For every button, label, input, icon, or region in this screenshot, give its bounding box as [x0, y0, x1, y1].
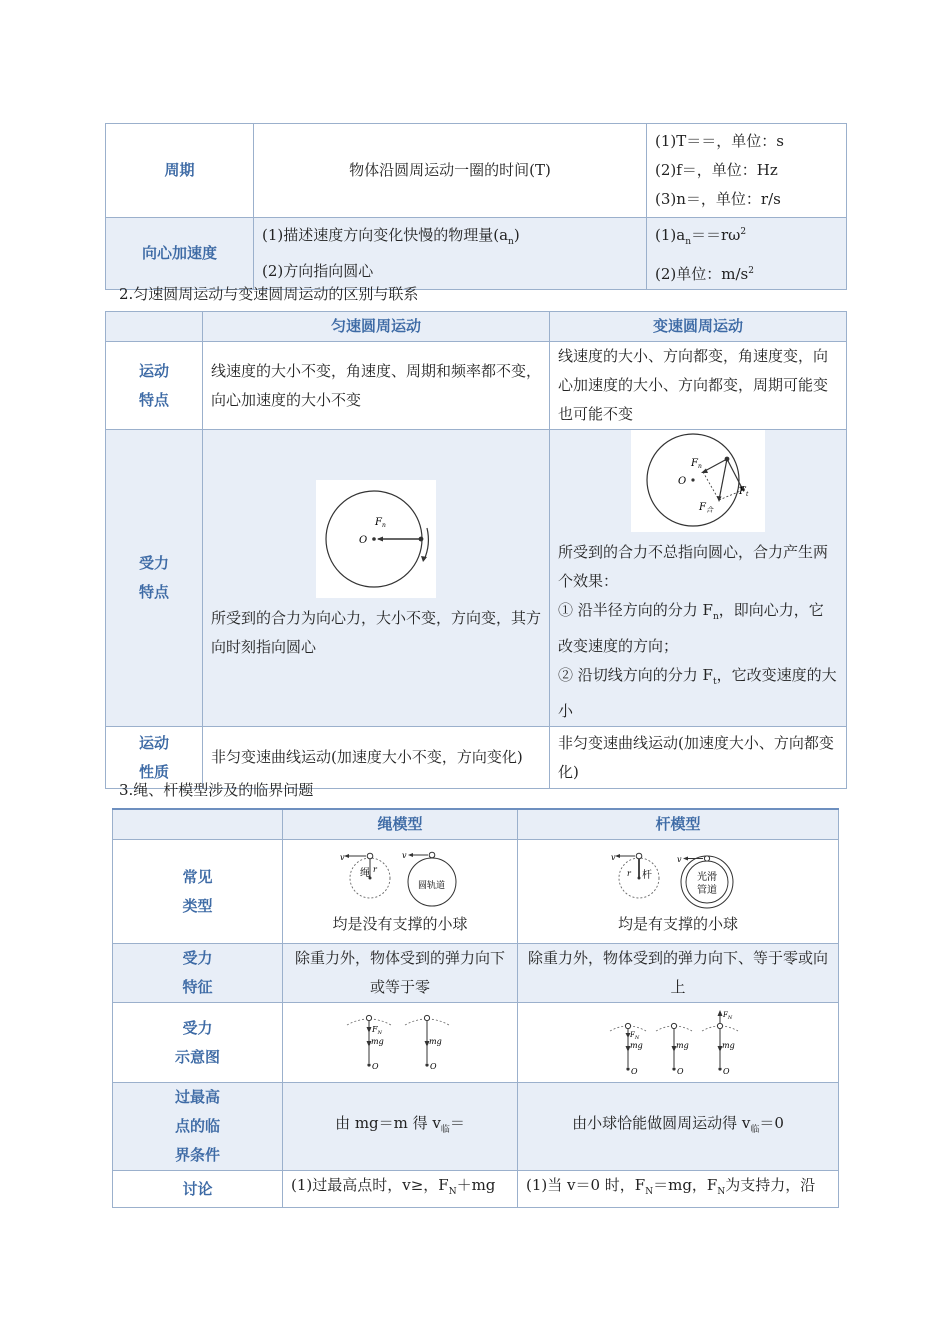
text-part: ，即向心力，它改变速度的方向； [558, 601, 824, 655]
table-period-acceleration [105, 123, 847, 290]
rod-common-types [518, 840, 839, 944]
row-label-force-diagram [113, 1003, 283, 1083]
label-line: 特征 [182, 978, 213, 996]
text-part: 由 mg＝m 得 v [335, 1113, 441, 1132]
section-caption-2: 2.匀速圆周运动与变速圆周运动的区别与联系 [119, 285, 419, 303]
variable-motion-nature: 非匀变速曲线运动(加速度大小、方向都变化) [550, 727, 847, 789]
formula-line: (2)f＝，单位：Hz [655, 161, 778, 179]
header-empty-cell [106, 312, 203, 342]
subscript: N [645, 1187, 654, 1197]
table-row [106, 124, 847, 218]
label-line: 运动 [138, 733, 169, 752]
rope-label: 绳 [360, 868, 370, 879]
table-header-row [106, 312, 847, 342]
force-label: $F_N$ [372, 1024, 382, 1036]
force-label: $F_n$ [691, 458, 702, 470]
text-part: ＝mg，F [653, 1176, 718, 1194]
col-header-variable: 变速圆周运动 [550, 312, 847, 342]
velocity-label: v [340, 853, 345, 862]
force-label: $F_N$ [723, 1010, 733, 1021]
velocity-label: v [677, 855, 682, 864]
label-line: 常见 [182, 867, 213, 886]
subscript: n [508, 237, 514, 247]
center-label: O [723, 1066, 730, 1076]
row-label-common-types [113, 840, 283, 944]
table-row [106, 342, 847, 430]
force-label: $F_t$ [739, 486, 749, 498]
radius-label: r [373, 865, 377, 874]
rod-force-diagram [518, 1003, 839, 1083]
variable-force-text [558, 661, 838, 726]
row-label-centripetal-acceleration: 向心加速度 [106, 218, 254, 290]
subscript: t [712, 677, 717, 687]
text-part: ＋mg [456, 1176, 496, 1194]
superscript: 2 [748, 266, 754, 276]
rod-force-characteristics: 除重力外，物体受到的弹力向下、等于零或向上 [518, 944, 839, 1003]
label-line: 过最高 [174, 1088, 220, 1106]
rod-critical-condition [518, 1083, 839, 1171]
row-label-motion-feature [106, 342, 203, 430]
text-part: (1)当 v＝0 时，F [526, 1176, 646, 1194]
uniform-circle-diagram [316, 480, 436, 598]
uniform-force-text: 所受到的合力为向心力，大小不变，方向变，其方向时刻指向圆心 [211, 609, 542, 656]
acceleration-description [254, 218, 647, 290]
table-uniform-vs-variable [105, 311, 847, 789]
table-row [113, 944, 839, 1003]
table-row [106, 218, 847, 290]
label-line: 界条件 [174, 1146, 220, 1164]
rod-label: 杆 [642, 870, 652, 881]
formula-line: (1)T＝＝，单位：s [655, 132, 784, 150]
gravity-label: mg [371, 1036, 384, 1046]
text-part: (1)a [655, 226, 686, 244]
row-label-period: 周期 [106, 124, 254, 218]
subscript: N [717, 1187, 726, 1197]
rod-types-diagram [613, 848, 743, 910]
uniform-force-feature [203, 430, 550, 727]
radius-label: r [627, 869, 631, 878]
velocity-label: v [611, 853, 616, 862]
rope-critical-condition [283, 1083, 518, 1171]
force-label: $F_n$ [375, 517, 386, 529]
text-part: (2)单位：m/s [655, 265, 749, 283]
label-line: 受力 [182, 1018, 213, 1037]
rod-force-diagram-svg [608, 1007, 748, 1079]
gravity-label: mg [630, 1040, 643, 1050]
header-empty-cell [113, 809, 283, 840]
table-row [113, 1003, 839, 1083]
row-label-discussion: 讨论 [113, 1171, 283, 1208]
text-part: ② 沿切线方向的分力 F [558, 666, 713, 684]
label-line: 特点 [138, 583, 169, 601]
text-part: ＝＝rω [691, 226, 741, 244]
rope-types-diagram [340, 848, 460, 910]
variable-force-text [558, 596, 838, 661]
row-label-force-feature [106, 430, 203, 727]
pipe-label: 管道 [697, 885, 717, 896]
description-line [262, 221, 638, 257]
table-row [113, 1083, 839, 1171]
formula-line [655, 218, 838, 257]
col-header-rod: 杆模型 [518, 809, 839, 840]
text-part: 由小球恰能做圆周运动得 v [572, 1113, 751, 1132]
text-part: (1)过最高点时，v≥，F [291, 1176, 449, 1194]
force-label: $F_合$ [699, 502, 713, 514]
uniform-motion-nature: 非匀变速曲线运动(加速度大小不变，方向变化) [203, 727, 550, 789]
table-header-row [113, 809, 839, 840]
variable-force-feature [550, 430, 847, 727]
velocity-label: v [402, 851, 407, 860]
acceleration-formulas [647, 218, 847, 290]
subscript: n [712, 612, 719, 622]
variable-motion-feature: 线速度的大小、方向都变，角速度变，向心加速度的大小、方向都变，周期可能变也可能不变 [550, 342, 847, 430]
rod-discussion [518, 1171, 839, 1208]
text-part: (1)描述速度方向变化快慢的物理量(a [262, 226, 509, 244]
track-label: 圆轨道 [418, 881, 446, 891]
center-label: O [678, 476, 687, 487]
gravity-label: mg [676, 1040, 689, 1050]
gravity-label: mg [429, 1036, 442, 1046]
formula-line: (3)n＝，单位：r/s [655, 190, 781, 208]
text-part: ＝0 [759, 1113, 784, 1132]
section-caption-3: 3.绳、杆模型涉及的临界问题 [119, 781, 314, 799]
table-rope-rod-models [112, 808, 839, 1208]
text-part: ① 沿半径方向的分力 F [558, 601, 713, 619]
uniform-motion-feature: 线速度的大小不变，角速度、周期和频率都不变，向心加速度的大小不变 [203, 342, 550, 430]
table-row [113, 1171, 839, 1208]
row-label-critical-condition [113, 1083, 283, 1171]
rope-force-diagram-svg [345, 1011, 455, 1075]
center-label: O [430, 1061, 437, 1071]
label-line: 受力 [138, 554, 169, 572]
table-row [113, 840, 839, 944]
center-label: O [677, 1066, 684, 1076]
subscript: 临 [440, 1124, 450, 1135]
description-line: (2)方向指向圆心 [262, 262, 374, 280]
gravity-label: mg [722, 1040, 735, 1050]
label-line: 示意图 [174, 1047, 220, 1066]
rope-discussion [283, 1171, 518, 1208]
variable-circle-diagram [631, 430, 765, 532]
label-line: 性质 [138, 762, 169, 781]
pipe-label: 光滑 [697, 872, 717, 883]
variable-force-text: 所受到的合力不总指向圆心，合力产生两个效果： [558, 543, 829, 590]
row-label-force-characteristics [113, 944, 283, 1003]
text-part: ，它改变速度的大小 [558, 666, 837, 720]
center-label: O [631, 1066, 638, 1076]
center-label: O [359, 535, 368, 546]
rod-types-text: 均是有支撑的小球 [617, 915, 738, 933]
text-part: ＝ [449, 1113, 465, 1132]
superscript: 2 [740, 227, 747, 237]
col-header-rope: 绳模型 [283, 809, 518, 840]
label-line: 运动 [138, 361, 169, 380]
rope-types-text: 均是没有支撑的小球 [332, 915, 468, 933]
subscript: 临 [750, 1124, 760, 1135]
period-description: 物体沿圆周运动一圈的时间(T) [254, 124, 647, 218]
rope-common-types [283, 840, 518, 944]
text-part: 为支持力，沿 [725, 1176, 816, 1194]
table-row [106, 430, 847, 727]
formula-line [655, 257, 838, 289]
label-line: 特点 [138, 390, 169, 409]
text-part: ) [513, 226, 520, 244]
col-header-uniform: 匀速圆周运动 [203, 312, 550, 342]
force-label: $F_N$ [630, 1030, 640, 1041]
rope-force-characteristics: 除重力外，物体受到的弹力向下或等于零 [283, 944, 518, 1003]
subscript: n [685, 237, 691, 247]
rope-force-diagram [283, 1003, 518, 1083]
period-formulas [647, 124, 847, 218]
label-line: 点的临 [174, 1117, 220, 1135]
label-line: 受力 [182, 949, 213, 967]
label-line: 类型 [182, 896, 213, 915]
center-label: O [372, 1061, 379, 1071]
subscript: N [448, 1187, 457, 1197]
